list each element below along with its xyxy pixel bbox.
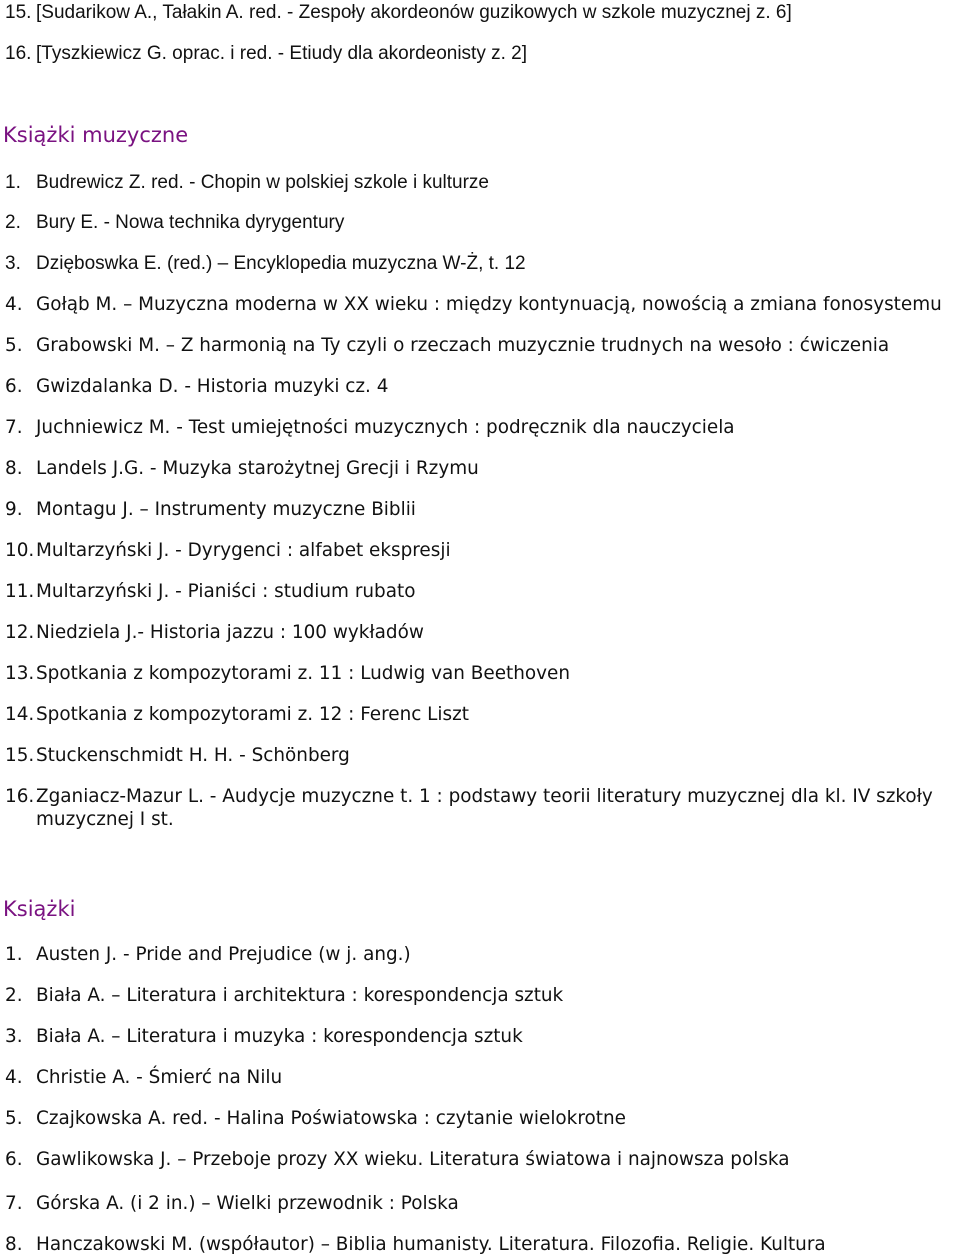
item-number: 3. [5,253,21,274]
item-text: [Sudarikow A., Tałakin A. red. - Zespoły akordeonów guzikowych w szkole muzycznej z. 6] [36,2,792,23]
item-number: 6. [5,1149,23,1170]
item-number: 12. [5,622,35,643]
item-number: 14. [5,704,35,725]
item-text: Juchniewicz M. - Test umiejętności muzycznych : podręcznik dla nauczyciela [36,417,735,438]
item-text: Multarzyński J. - Pianiści : studium rubato [36,581,416,602]
item-number: 4. [5,1067,23,1088]
item-number: 8. [5,1234,23,1255]
item-number: 10. [5,540,35,561]
item-number: 15. [5,745,35,766]
item-text: Niedziela J.- Historia jazzu : 100 wykładów [36,622,424,643]
item-text: Dzięboswka E. (red.) – Encyklopedia muzyczna W-Ż, t. 12 [36,253,526,274]
item-text: Budrewicz Z. red. - Chopin w polskiej szkole i kulturze [36,172,490,193]
item-text: Montagu J. – Instrumenty muzyczne Biblii [36,499,416,520]
item-text: Zganiacz-Mazur L. - Audycje muzyczne t. 1 : podstawy teorii literatury muzycznej dla kl. IV szkoły muzycznej I st. [36,786,933,830]
item-text: Gołąb M. – Muzyczna moderna w XX wieku : między kontynuacją, nowością a zmiana fonosystemu [36,294,942,315]
section-heading-books: Książki [3,897,76,921]
item-text: Christie A. - Śmierć na Nilu [36,1067,283,1088]
item-number: 8. [5,458,23,479]
item-text: Stuckenschmidt H. H. - Schönberg [36,745,350,766]
item-number: 5. [5,1108,23,1129]
item-number: 7. [5,1193,23,1214]
item-text: Gwizdalanka D. - Historia muzyki cz. 4 [36,376,389,397]
item-number: 5. [5,335,23,356]
item-text: Biała A. – Literatura i architektura : korespondencja sztuk [36,985,564,1006]
item-number: 3. [5,1026,23,1047]
item-number: 4. [5,294,23,315]
item-text: Multarzyński J. - Dyrygenci : alfabet ekspresji [36,540,451,561]
item-number: 16. [5,43,32,64]
item-number: 13. [5,663,35,684]
item-number: 1. [5,172,21,193]
item-text: Grabowski M. – Z harmonią na Ty czyli o rzeczach muzycznie trudnych na wesoło : ćwiczenia [36,335,890,356]
item-text: [Tyszkiewicz G. oprac. i red. - Etiudy dla akordeonisty z. 2] [36,43,528,64]
item-text: Spotkania z kompozytorami z. 11 : Ludwig van Beethoven [36,663,571,684]
item-number: 15. [5,2,32,23]
item-text: Spotkania z kompozytorami z. 12 : Ferenc Liszt [36,704,469,725]
item-text: Gawlikowska J. – Przeboje prozy XX wieku. Literatura światowa i najnowsza polska [36,1149,790,1170]
item-number: 11. [5,581,35,602]
item-text: Landels J.G. - Muzyka starożytnej Grecji i Rzymu [36,458,479,479]
item-number: 16. [5,786,35,807]
item-text: Górska A. (i 2 in.) – Wielki przewodnik : Polska [36,1193,459,1214]
item-text: Czajkowska A. red. - Halina Poświatowska : czytanie wielokrotne [36,1108,626,1129]
item-text: Biała A. – Literatura i muzyka : korespondencja sztuk [36,1026,523,1047]
section-heading-music-books: Książki muzyczne [3,123,189,147]
item-number: 9. [5,499,23,520]
item-number: 1. [5,944,23,965]
item-number: 6. [5,376,23,397]
item-number: 2. [5,985,23,1006]
item-text: Hanczakowski M. (współautor) – Biblia humanisty. Literatura. Filozofia. Religie. Kultura [36,1234,826,1255]
item-number: 7. [5,417,23,438]
item-text: Austen J. - Pride and Prejudice (w j. ang.) [36,944,411,965]
item-text: Bury E. - Nowa technika dyrygentury [36,212,345,233]
item-number: 2. [5,212,21,233]
